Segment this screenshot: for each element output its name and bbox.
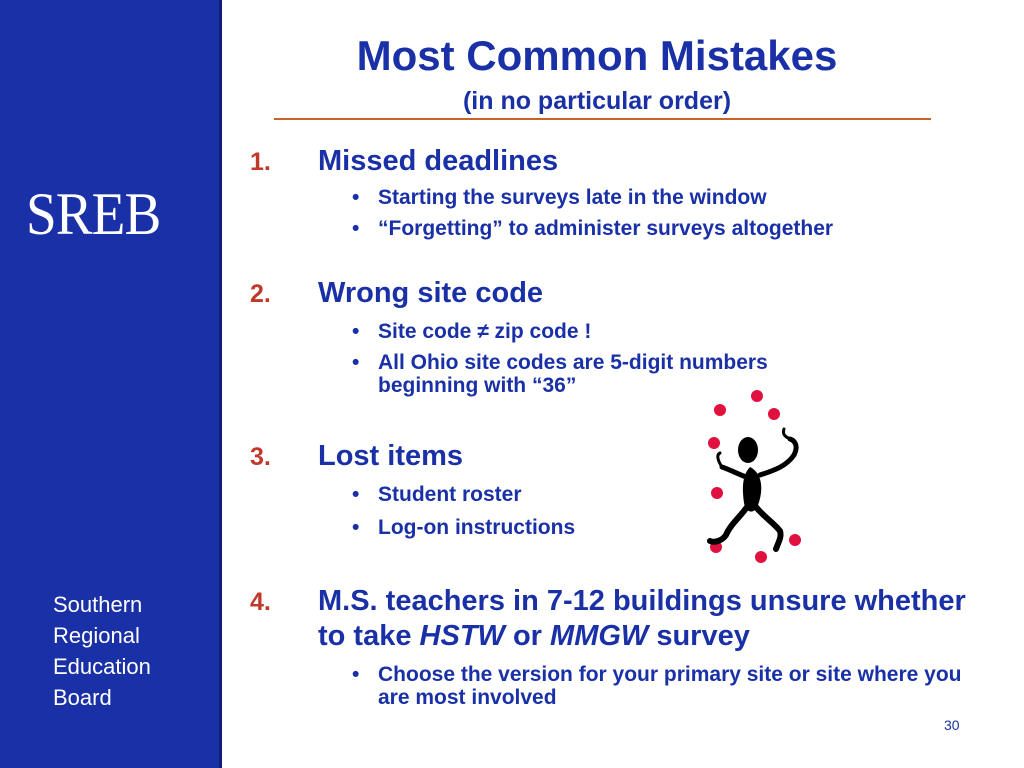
bullet-item: • Starting the surveys late in the window <box>350 186 970 209</box>
org-line: Education <box>53 654 151 679</box>
heading-text: survey <box>648 620 750 652</box>
item-heading: Wrong site code <box>318 277 544 309</box>
bullet-item: • Student roster <box>350 483 970 506</box>
heading-text: M.S. teachers in 7-12 buildings unsure whether to take <box>318 585 966 652</box>
bullet-list <box>350 483 970 539</box>
heading-text: or <box>504 620 551 652</box>
heading-emphasis-mmgw: MMGW <box>550 620 649 652</box>
bullet-item: • Site code ≠ zip code ! <box>350 320 970 343</box>
heading-emphasis-hstw: HSTW <box>419 620 505 652</box>
item-heading <box>318 584 988 654</box>
org-line: Board <box>53 685 112 710</box>
bullet-item: • Choose the version for your primary site or site where you are most involved <box>350 663 968 709</box>
page-number: 30 <box>944 717 960 733</box>
org-line: Southern <box>53 592 143 617</box>
org-line: Regional <box>53 623 140 648</box>
juggler-icon <box>700 385 812 565</box>
bullet-item: • “Forgetting” to administer surveys altogether <box>350 217 970 240</box>
title-divider <box>274 118 931 120</box>
organization-name <box>53 589 151 713</box>
slide-title: Most Common Mistakes <box>356 32 838 79</box>
item-number: 1. <box>250 148 271 176</box>
bullet-list <box>350 320 970 397</box>
item-number: 2. <box>250 280 271 308</box>
sidebar <box>0 0 222 768</box>
bullet-list <box>350 186 970 240</box>
item-number: 4. <box>250 588 271 616</box>
item-heading: Lost items <box>318 440 464 472</box>
bullet-item: • All Ohio site codes are 5-digit numbers beginning with “36” <box>350 351 858 397</box>
bullet-list <box>350 663 970 709</box>
bullet-item: • Log-on instructions <box>350 516 970 539</box>
sreb-logo: SREB <box>26 181 161 247</box>
slide-subtitle: (in no particular order) <box>462 87 732 115</box>
item-heading: Missed deadlines <box>318 145 559 177</box>
item-number: 3. <box>250 443 271 471</box>
